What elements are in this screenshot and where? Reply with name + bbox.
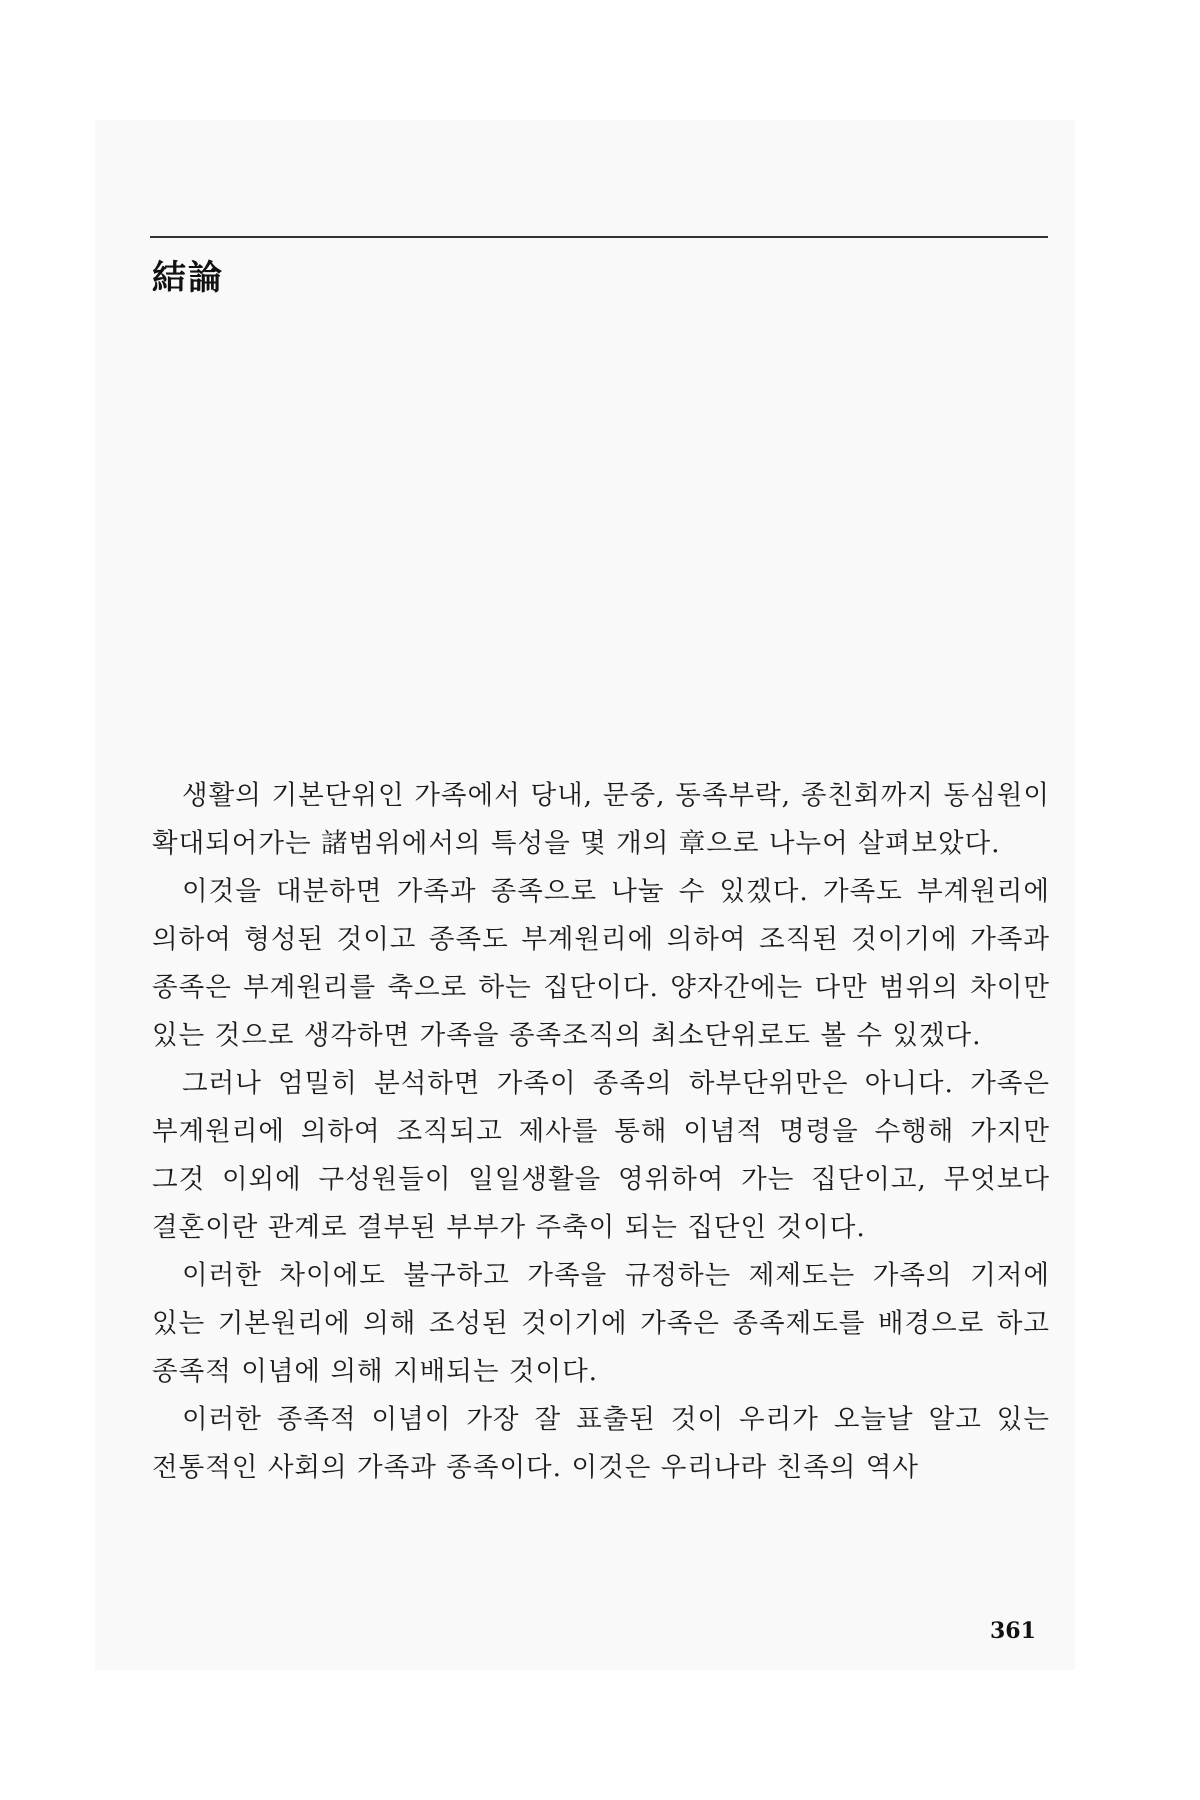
paragraph: 이러한 종족적 이념이 가장 잘 표출된 것이 우리가 오늘날 알고 있는 전통적인 사회의 가족과 종족이다. 이것은 우리나라 친족의 역사 <box>152 1404 1050 1483</box>
chapter-title: 結論 <box>152 258 224 298</box>
page-number: 361 <box>990 1618 1036 1644</box>
header-rule <box>150 236 1048 238</box>
paragraph: 이것을 대분하면 가족과 종족으로 나눌 수 있겠다. 가족도 부계원리에 의하여 형성된 것이고 종족도 부계원리에 의하여 조직된 것이기에 가족과 종족은 부계원리를 축으로 하는 집단이다. 양자간에는 다만 범위의 차이만 있는 것으로 생각하면 가족을 종족조직의 최소단위로도 볼 수 있겠다. <box>152 876 1050 1051</box>
paragraph: 이러한 차이에도 불구하고 가족을 규정하는 제제도는 가족의 기저에 있는 기본원리에 의해 조성된 것이기에 가족은 종족제도를 배경으로 하고 종족적 이념에 의해 지배되는 것이다. <box>152 1260 1050 1387</box>
paragraph: 그러나 엄밀히 분석하면 가족이 종족의 하부단위만은 아니다. 가족은 부계원리에 의하여 조직되고 제사를 통해 이념적 명령을 수행해 가지만 그것 이외에 구성원들이 일일생활을 영위하여 가는 집단이고, 무엇보다 결혼이란 관계로 결부된 부부가 주축이 되는 집단인 것이다. <box>152 1068 1050 1243</box>
body-text <box>152 772 1050 1492</box>
paragraph: 생활의 기본단위인 가족에서 당내, 문중, 동족부락, 종친회까지 동심원이 확대되어가는 諸범위에서의 특성을 몇 개의 章으로 나누어 살펴보았다. <box>152 780 1050 859</box>
